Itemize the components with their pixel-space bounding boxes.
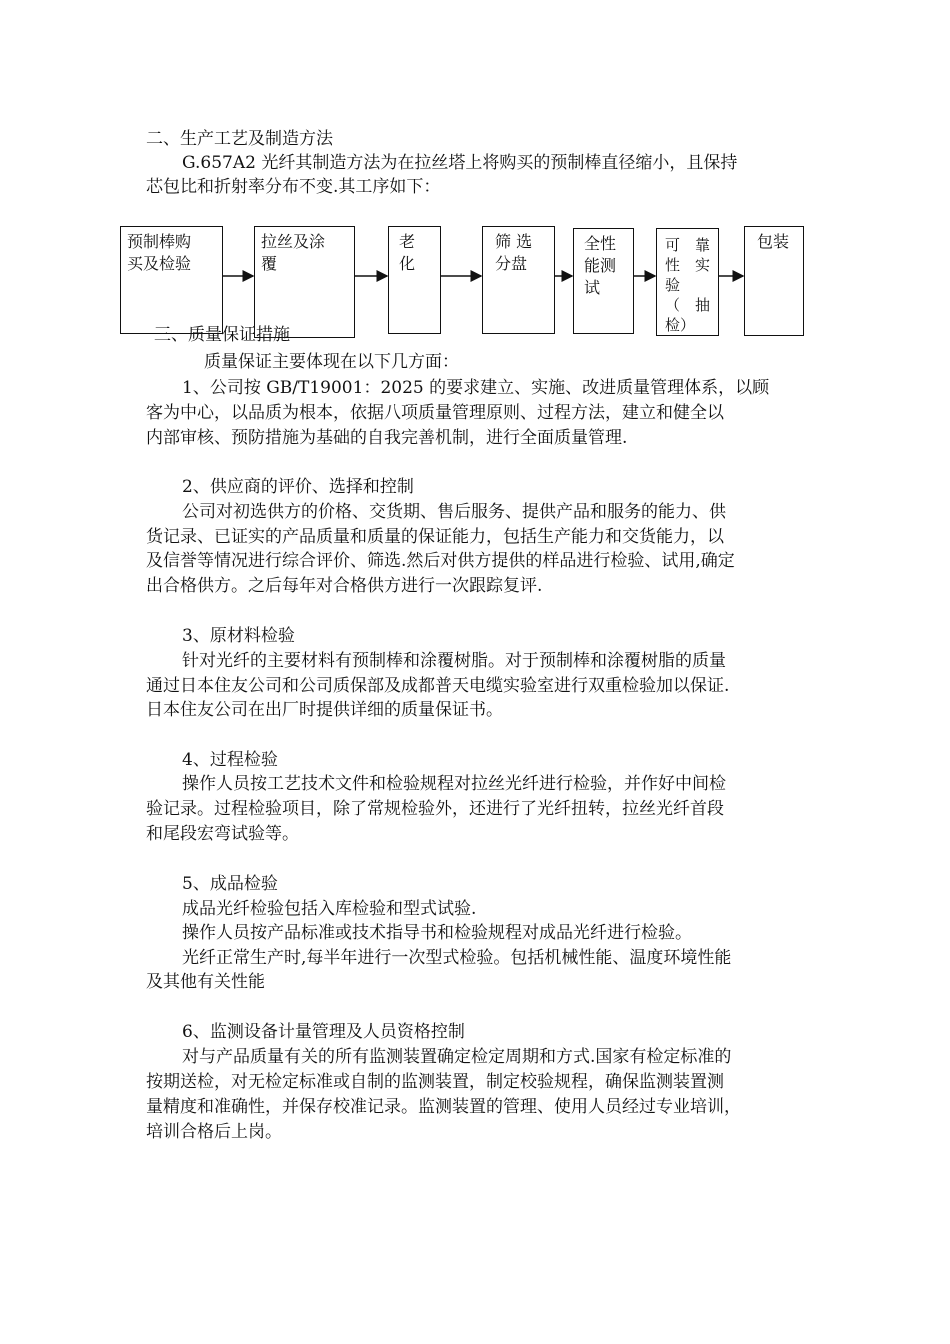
item-title: 5、成品检验 xyxy=(182,874,278,894)
paragraph-line: 对与产品质量有关的所有监测装置确定检定周期和方式.国家有检定标准的 xyxy=(182,1047,732,1067)
paragraph-line: 通过日本住友公司和公司质保部及成都普天电缆实验室进行双重检验加以保证. xyxy=(146,676,730,696)
paragraph-line: 及信誉等情况进行综合评价、筛选.然后对供方提供的样品进行检验、试用,确定 xyxy=(146,551,735,571)
paragraph-line: 芯包比和折射率分布不变.其工序如下： xyxy=(146,177,441,197)
item-title: 1、公司按 GB/T19001：2025 的要求建立、实施、改进质量管理体系，以顾 xyxy=(182,378,770,398)
paragraph-line: 质量保证主要体现在以下几方面： xyxy=(204,352,459,372)
paragraph-line: 量精度和准确性，并保存校准记录。监测装置的管理、使用人员经过专业培训， xyxy=(146,1097,741,1117)
item-title: 3、原材料检验 xyxy=(182,626,295,646)
flow-step-drawing-coating: 拉丝及涂 覆 xyxy=(254,226,355,338)
paragraph-line: 货记录、已证实的产品质量和质量的保证能力，包括生产能力和交货能力，以 xyxy=(146,527,724,547)
paragraph-line: 公司对初选供方的价格、交货期、售后服务、提供产品和服务的能力、供 xyxy=(182,502,726,522)
paragraph-line: 验记录。过程检验项目，除了常规检验外，还进行了光纤扭转，拉丝光纤首段 xyxy=(146,799,724,819)
paragraph-line: 日本住友公司在出厂时提供详细的质量保证书。 xyxy=(146,700,503,720)
paragraph-line: 内部审核、预防措施为基础的自我完善机制，进行全面质量管理. xyxy=(146,428,628,448)
flow-step-reliability-test: 可 靠 性 实 验 （ 抽 检） xyxy=(656,228,719,336)
paragraph-line: 按期送检，对无检定标准或自制的监测装置，制定校验规程，确保监测装置测 xyxy=(146,1072,724,1092)
section-heading: 二、生产工艺及制造方法 xyxy=(146,129,333,149)
paragraph-line: 光纤正常生产时,每半年进行一次型式检验。包括机械性能、温度环境性能 xyxy=(182,948,732,968)
paragraph-line: 培训合格后上岗。 xyxy=(146,1122,282,1142)
flow-step-packaging: 包装 xyxy=(744,226,804,336)
section-heading: 三、质量保证措施 xyxy=(154,325,290,345)
paragraph-line: 客为中心，以品质为根本，依据八项质量管理原则、过程方法，建立和健全以 xyxy=(146,403,724,423)
paragraph-line: 及其他有关性能 xyxy=(146,972,265,992)
paragraph-line: 操作人员按产品标准或技术指导书和检验规程对成品光纤进行检验。 xyxy=(182,923,692,943)
paragraph-line: 针对光纤的主要材料有预制棒和涂覆树脂。对于预制棒和涂覆树脂的质量 xyxy=(182,651,726,671)
flow-step-preform-inspection: 预制棒购 买及检验 xyxy=(120,226,223,334)
flow-step-screening: 筛 选 分盘 xyxy=(482,226,555,334)
paragraph-line: 和尾段宏弯试验等。 xyxy=(146,824,299,844)
paragraph-line: 成品光纤检验包括入库检验和型式试验. xyxy=(182,899,477,919)
flow-step-aging: 老 化 xyxy=(388,226,441,334)
item-title: 6、监测设备计量管理及人员资格控制 xyxy=(182,1022,465,1042)
paragraph-line: G.657A2 光纤其制造方法为在拉丝塔上将购买的预制棒直径缩小，且保持 xyxy=(182,153,738,173)
paragraph-line: 出合格供方。之后每年对合格供方进行一次跟踪复评. xyxy=(146,576,543,596)
item-title: 2、供应商的评价、选择和控制 xyxy=(182,477,414,497)
paragraph-line: 操作人员按工艺技术文件和检验规程对拉丝光纤进行检验，并作好中间检 xyxy=(182,774,726,794)
item-title: 4、过程检验 xyxy=(182,750,278,770)
flow-step-full-testing: 全性 能测 试 xyxy=(573,228,634,334)
